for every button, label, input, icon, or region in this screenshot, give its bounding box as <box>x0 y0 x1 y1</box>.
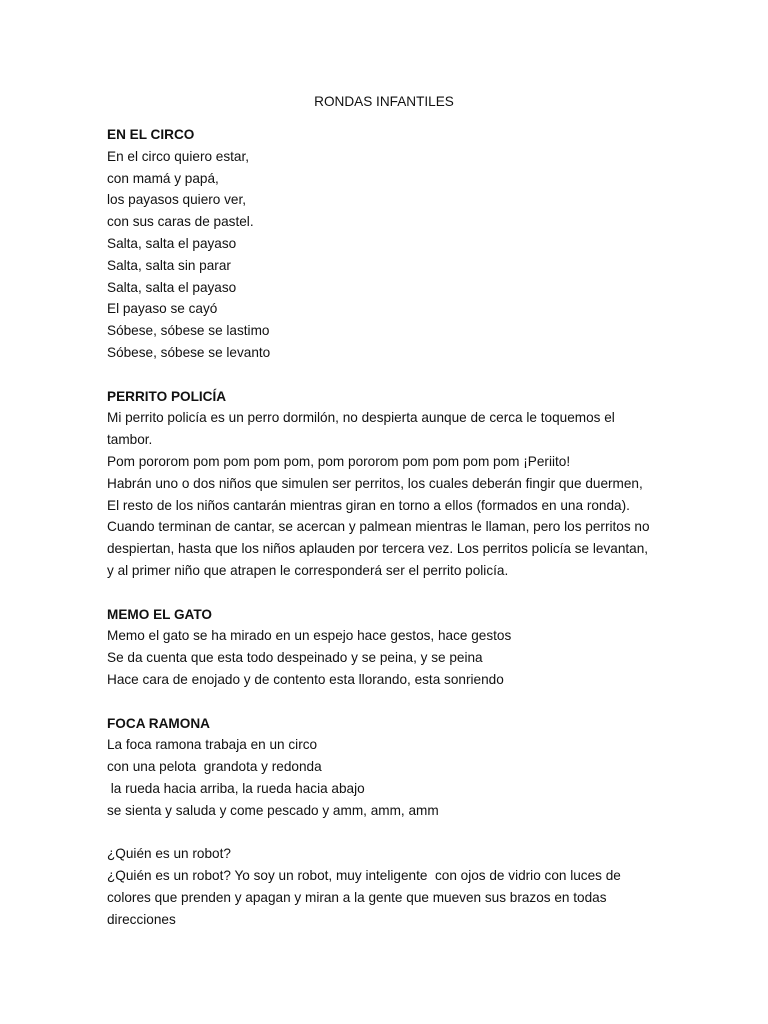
verse-line: Salta, salta sin parar <box>107 257 231 273</box>
verse-line: Sóbese, sóbese se lastimo <box>107 323 270 339</box>
section-heading: FOCA RAMONA <box>107 715 210 731</box>
text-line: Cuando terminan de cantar, se acercan y palmean mientras le llaman, pero los perritos no <box>107 519 650 535</box>
verse-line: Sóbese, sóbese se levanto <box>107 344 271 360</box>
text-line: despiertan, hasta que los niños aplauden por tercera vez. Los perritos policía se levantan, <box>107 541 649 557</box>
section-foca-ramona <box>107 713 667 822</box>
verse-line: con una pelota grandota y redonda <box>107 759 322 775</box>
verse-line: Se da cuenta que esta todo despeinado y se peina, y se peina <box>107 650 483 666</box>
verse-line: Memo el gato se ha mirado en un espejo hace gestos, hace gestos <box>107 628 512 644</box>
verse-line: se sienta y saluda y come pescado y amm, amm, amm <box>107 802 439 818</box>
section-quien-es-un-robot <box>107 843 667 930</box>
section-heading: EN EL CIRCO <box>107 127 195 142</box>
document-title: RONDAS INFANTILES <box>314 94 454 109</box>
verse-line: Salta, salta el payaso <box>107 279 237 295</box>
verse-line: En el circo quiero estar, <box>107 148 250 164</box>
verse-line: ¿Quién es un robot? Yo soy un robot, muy inteligente con ojos de vidrio con luces de <box>107 868 621 884</box>
text-line: Pom pororom pom pom pom pom, pom pororom pom pom pom pom ¡Periito! <box>107 453 571 469</box>
section-perrito-policia <box>107 386 667 582</box>
verse-line: Salta, salta el payaso <box>107 235 237 251</box>
verse-line: ¿Quién es un robot? <box>107 846 231 862</box>
verse-line: con sus caras de pastel. <box>107 214 254 230</box>
text-line: y al primer niño que atrapen le corresponderá ser el perrito policía. <box>107 562 509 578</box>
verse-line: direcciones <box>107 911 176 927</box>
text-line: El resto de los niños cantarán mientras giran en torno a ellos (formados en una ronda). <box>107 497 630 513</box>
text-line: Mi perrito policía es un perro dormilón, no despierta aunque de cerca le toquemos el <box>107 410 615 426</box>
verse-line: colores que prenden y apagan y miran a la gente que mueven sus brazos en todas <box>107 889 607 905</box>
verse-line: los payasos quiero ver, <box>107 192 247 208</box>
section-memo-el-gato <box>107 604 667 691</box>
verse-line: la rueda hacia arriba, la rueda hacia abajo <box>107 780 365 796</box>
verse-line: La foca ramona trabaja en un circo <box>107 737 318 753</box>
section-heading: PERRITO POLICÍA <box>107 388 227 404</box>
verse-line: con mamá y papá, <box>107 170 219 186</box>
document-body <box>107 124 667 952</box>
text-line: tambor. <box>107 432 153 448</box>
verse-line: Hace cara de enojado y de contento esta llorando, esta sonriendo <box>107 671 504 687</box>
verse-line: El payaso se cayó <box>107 301 218 317</box>
section-heading: MEMO EL GATO <box>107 606 212 622</box>
text-line: Habrán uno o dos niños que simulen ser perritos, los cuales deberán fingir que duermen, <box>107 475 643 491</box>
section-en-el-circo <box>107 124 667 364</box>
